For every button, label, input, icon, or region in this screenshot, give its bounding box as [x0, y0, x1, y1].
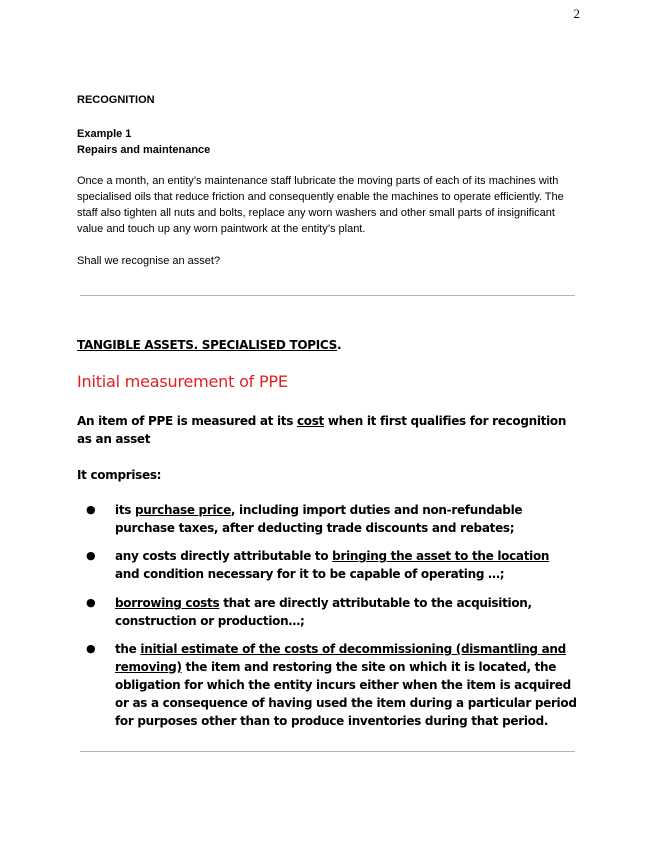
example-block [77, 126, 210, 158]
list-item-term: purchase price [134, 503, 231, 517]
list-item-text [115, 594, 577, 630]
bullet-icon: ● [86, 642, 96, 655]
bullet-icon: ● [86, 503, 96, 516]
example-subtitle: Repairs and maintenance [77, 144, 211, 156]
section-title-text: TANGIBLE ASSETS. SPECIALISED TOPICS [77, 338, 337, 352]
ppe-heading: Initial measurement of PPE [77, 372, 288, 391]
list-item-after: the item and restoring the site on which it is located, the obligation for which the entity incurs either when the item is acquired or as a consequence of having used the item during a particular period for purposes other than to produce inventories during that period. [115, 660, 577, 728]
bullet-icon: ● [86, 549, 96, 562]
bullet-icon: ● [86, 596, 96, 609]
section-title [77, 338, 341, 352]
list-item-text [115, 501, 577, 537]
list-item-before: any costs directly attributable to [115, 549, 333, 563]
list-item-after: and condition necessary for it to be capable of operating …; [115, 567, 505, 581]
list-item-term: initial estimate of the costs of decommissioning (dismantling and removing) [115, 642, 566, 674]
list-item-before: the [115, 642, 141, 656]
measured-cost-term: cost [296, 414, 324, 428]
list-item-text [115, 547, 577, 583]
section-title-suffix: . [336, 338, 342, 352]
divider-bottom [80, 751, 575, 752]
list-item-before: its [115, 503, 135, 517]
list-item-term: bringing the asset to the location [332, 549, 550, 563]
list-item-after: that are directly attributable to the acquisition, construction or production…; [115, 596, 532, 628]
measurement-statement [77, 412, 577, 448]
measured-after: when it first qualifies for recognition as an asset [77, 414, 567, 446]
divider-top [80, 295, 575, 296]
list-item-text [115, 640, 577, 730]
list-item-after: , including import duties and non-refundable purchase taxes, after deducting trade discounts and rebates; [115, 503, 523, 535]
list-item-term: borrowing costs [115, 596, 220, 610]
page-number: 2 [573, 6, 580, 21]
example-title: Example 1 [77, 128, 132, 140]
measured-before: An item of PPE is measured at its [77, 414, 297, 428]
recognition-heading: RECOGNITION [77, 94, 155, 106]
example-question: Shall we recognise an asset? [77, 255, 221, 267]
comprises-label: It comprises: [77, 468, 162, 482]
example-paragraph: Once a month, an entity’s maintenance staff lubricate the moving parts of each of its machines with specialised oils that reduce friction and consequently enable the machines to operate efficiently. The staff also tighten all nuts and bolts, replace any worn washers and other small parts of insignificant value and touch up any worn paintwork at the entity’s plant. [77, 175, 564, 235]
